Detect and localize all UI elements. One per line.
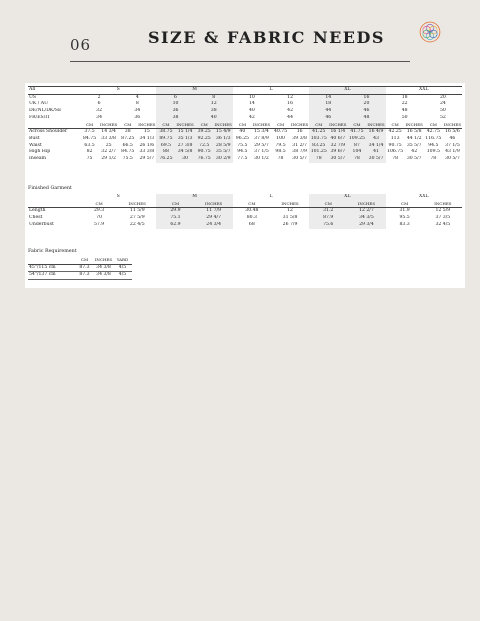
measurement-value: 30 1/2 — [254, 156, 269, 162]
size-value: 16 — [287, 101, 294, 107]
measurement-value: 37 1/5 — [445, 142, 460, 148]
measurement-value: 29 5/7 — [139, 156, 155, 162]
measurement-value: 32 2/7 — [101, 149, 116, 155]
fabric-row — [28, 272, 132, 280]
measurement-value: 16 5/8 — [406, 129, 422, 135]
measurement-value: 16 4/9 — [366, 129, 385, 136]
measurement-value: 40 — [239, 129, 246, 135]
measurement-value: 109.5 — [426, 149, 440, 155]
fabric-requirement-table — [28, 257, 132, 280]
unit-header: CM — [80, 122, 99, 129]
measurement-value: 113 — [390, 135, 400, 141]
measurement-value: 38.75 — [156, 129, 175, 136]
measurement-value: 77.5 — [237, 156, 248, 162]
size-value: 42 — [248, 114, 255, 120]
unit-header: INCHES — [328, 122, 347, 129]
row-label: UK / AU — [29, 101, 48, 107]
measurement-value: 78 — [309, 156, 328, 163]
fg-value: 37 3/5 — [435, 215, 451, 221]
fabric-value: 87.3 — [75, 272, 94, 280]
unit-header-row — [28, 122, 462, 129]
size-value: 50 — [439, 108, 446, 114]
title-divider — [70, 61, 410, 62]
measurement-value: 104 — [347, 149, 366, 156]
unit-header: INCHES — [252, 122, 271, 129]
fg-value: 75.1 — [156, 215, 194, 222]
fg-unit-header: INCHES — [195, 201, 233, 208]
measurement-value: 94.5 — [237, 149, 248, 155]
fabric-row — [28, 264, 132, 272]
size-value: 38 — [156, 115, 194, 122]
fabric-header-inches: INCHES — [94, 257, 113, 264]
fabric-value: 34 3/8 — [94, 272, 113, 280]
row-label: DE/NL/DK/SE — [29, 108, 62, 114]
size-value: 16 — [347, 94, 385, 101]
fg-size-xl: XL — [309, 194, 385, 201]
fabric-requirement-title: Fabric Requirement — [28, 249, 77, 254]
measurement-value: 36 1/3 — [214, 136, 233, 143]
measurement-value: 30 5/7 — [292, 156, 307, 162]
measurement-value: 92.25 — [195, 136, 214, 143]
fg-size-m: M — [156, 194, 232, 201]
measurement-value: 39 6/7 — [328, 149, 347, 156]
measurement-value: 16 1/4 — [328, 129, 347, 136]
fg-value: 83.3 — [399, 221, 410, 227]
measurement-value: 40.75 — [273, 129, 288, 135]
size-value: 18 — [401, 94, 408, 100]
fg-value: 12 5/9 — [435, 208, 451, 214]
fg-unit-header: CM — [80, 201, 118, 208]
size-value: 12 — [195, 101, 233, 108]
measurement-value: 29 1/2 — [101, 156, 116, 162]
measurement-value: 78 — [392, 156, 399, 162]
size-value: 48 — [347, 115, 385, 122]
size-value: 36 — [134, 114, 141, 120]
fg-unit-row — [28, 201, 462, 208]
size-conversion-row — [28, 108, 462, 115]
measurement-value: 69.5 — [156, 143, 175, 150]
measurement-value: 103.75 — [310, 135, 327, 141]
page-number: 06 — [70, 36, 92, 54]
measurement-label: Waist — [29, 142, 42, 148]
measurement-value: 90.75 — [388, 142, 402, 148]
size-conversion-row — [28, 101, 462, 108]
measurement-value: 15 — [143, 129, 150, 135]
fabric-value: 4/5 — [113, 264, 132, 272]
fg-value: 31.2 — [309, 208, 347, 215]
fg-value: 68 — [248, 221, 255, 227]
size-value: 10 — [156, 101, 194, 108]
fabric-value: 4/5 — [113, 272, 132, 280]
fg-value: 80.3 — [246, 215, 257, 221]
fg-unit-header: INCHES — [347, 201, 385, 208]
measurement-value: 75.5 — [122, 156, 133, 162]
measurement-value: 15 1/4 — [176, 129, 195, 136]
measurement-value: 96.25 — [235, 135, 249, 141]
fg-value: 26 7/9 — [282, 221, 298, 227]
measurement-value: 16 5/6 — [445, 129, 460, 135]
measurement-value: 88 — [156, 149, 175, 156]
measurement-value: 46 — [449, 135, 456, 141]
unit-header: INCHES — [366, 122, 385, 129]
measurement-value: 38 — [124, 129, 131, 135]
measurement-value: 63.5 — [84, 142, 95, 148]
measurement-value: 27 3/8 — [176, 143, 195, 150]
measurement-label: Inseam — [29, 156, 46, 162]
fg-unit-header: INCHES — [118, 201, 156, 208]
fg-value: 11 7/9 — [195, 208, 233, 215]
fg-value: 31.9 — [399, 208, 410, 214]
flower-of-life-logo-icon — [419, 21, 441, 43]
size-value: 8 — [195, 94, 233, 101]
all-label: All — [28, 87, 80, 95]
measurement-value: 14 3/4 — [101, 129, 116, 135]
fg-value: 29 3/4 — [347, 222, 385, 229]
measurement-value: 78 — [277, 156, 284, 162]
measurement-value: 30 5/7 — [366, 156, 385, 163]
measurement-value: 30 5/7 — [328, 156, 347, 163]
measurement-value: 39 3/8 — [292, 135, 307, 141]
unit-header: CM — [233, 122, 252, 129]
measurement-label: Bust — [29, 135, 40, 141]
measurement-value: 39.25 — [195, 129, 214, 136]
measurement-value: 72.5 — [195, 143, 214, 150]
fg-value: 30.48 — [245, 208, 259, 214]
fg-label: Underbust — [29, 221, 54, 227]
size-header-row — [28, 87, 462, 95]
size-value: 6 — [156, 94, 194, 101]
measurement-value: 41 — [366, 149, 385, 156]
measurement-value: 37 1/5 — [254, 149, 269, 155]
fg-unit-header: CM — [309, 201, 347, 208]
measurement-value: 76.75 — [195, 156, 214, 163]
size-value: 44 — [287, 114, 294, 120]
fg-unit-header: INCHES — [271, 201, 309, 208]
measurement-row — [28, 136, 462, 143]
measurement-value: 43 1/9 — [445, 149, 460, 155]
measurement-value: 30 2/9 — [214, 156, 233, 163]
size-conversion-row — [28, 115, 462, 122]
size-conversion-row — [28, 94, 462, 101]
measurement-value: 33 3/8 — [101, 135, 116, 141]
fg-value: 29.9 — [156, 208, 194, 215]
size-value: 44 — [309, 108, 347, 115]
fg-value: 31 5/8 — [282, 215, 298, 221]
fabric-label: 54"/137 cm — [28, 272, 75, 280]
fg-value: 75.6 — [309, 222, 347, 229]
size-value: 22 — [401, 101, 408, 107]
unit-header: CM — [424, 122, 443, 129]
measurement-row — [28, 143, 462, 150]
measurement-value: 84.75 — [121, 149, 135, 155]
fg-size-s: S — [116, 194, 120, 199]
measurement-value: 34 1/4 — [366, 143, 385, 150]
measurement-value: 87 — [347, 143, 366, 150]
measurement-value: 25 — [105, 142, 112, 148]
size-value: 32 — [96, 108, 103, 114]
size-value: 46 — [309, 115, 347, 122]
unit-header: INCHES — [443, 122, 462, 129]
measurement-value: 89.75 — [156, 136, 175, 143]
fg-row — [28, 222, 462, 229]
size-value: 20 — [439, 94, 446, 100]
finished-garment-title: Finished Garment — [28, 186, 72, 191]
measurement-value: 35 1/3 — [176, 136, 195, 143]
fg-label: Length — [29, 208, 46, 214]
unit-header: INCHES — [99, 122, 118, 129]
size-value: 14 — [309, 94, 347, 101]
measurement-value: 41.25 — [309, 129, 328, 136]
measurement-value: 26 1/6 — [139, 142, 155, 148]
measurement-value: 66.5 — [122, 142, 133, 148]
size-value: 46 — [347, 108, 385, 115]
measurement-label: Across Shoulder — [29, 129, 68, 135]
size-chart-card — [25, 83, 465, 288]
size-value: 2 — [97, 94, 101, 100]
measurement-value: 79.5 — [275, 142, 286, 148]
measurement-value: 75.5 — [237, 142, 248, 148]
size-l-header: L — [233, 87, 309, 95]
unit-header: CM — [386, 122, 405, 129]
measurement-value: 75 — [86, 156, 93, 162]
measurement-value: 83.25 — [309, 143, 328, 150]
unit-header: INCHES — [405, 122, 424, 129]
fg-value: 12 2/7 — [347, 208, 385, 215]
measurement-value: 82 — [86, 149, 93, 155]
fg-label: Chest — [29, 215, 43, 221]
measurement-value: 42.75 — [426, 129, 440, 135]
fabric-header-yard: YARD — [113, 257, 132, 264]
size-value: 14 — [248, 101, 255, 107]
size-value: 34 — [96, 114, 103, 120]
fg-value: 95.5 — [399, 215, 410, 221]
fg-value: 29.3 — [93, 208, 105, 214]
measurement-value: 84.75 — [82, 135, 97, 141]
fabric-value: 87.3 — [75, 264, 94, 272]
fabric-value: 34 3/8 — [94, 264, 113, 272]
measurement-value: 98.5 — [275, 149, 286, 155]
size-value: 10 — [248, 94, 255, 100]
unit-header: CM — [118, 122, 137, 129]
size-value: 40 — [195, 115, 233, 122]
row-label: FR/ES/IT — [29, 114, 51, 120]
measurement-value: 35 5/7 — [214, 149, 233, 156]
measurement-value: 30 5/7 — [406, 156, 422, 162]
unit-header: INCHES — [176, 122, 195, 129]
fg-value: 27 5/9 — [129, 215, 145, 221]
unit-header: INCHES — [290, 122, 309, 129]
size-value: 6 — [97, 101, 101, 107]
fg-value: 11 5/9 — [129, 208, 145, 214]
size-s-header: S — [80, 87, 156, 95]
fg-value: 57.9 — [93, 221, 105, 227]
measurement-value: 87.25 — [121, 135, 135, 141]
size-value: 36 — [156, 108, 194, 115]
measurement-row — [28, 129, 462, 136]
measurement-value: 116.75 — [425, 135, 442, 141]
measurement-value: 15 3/4 — [254, 129, 269, 135]
size-value: 18 — [309, 101, 347, 108]
unit-header: CM — [195, 122, 214, 129]
measurement-value: 41.75 — [347, 129, 366, 136]
fg-value: 22 4/5 — [129, 221, 145, 227]
measurement-value: 100 — [276, 135, 285, 141]
size-xl-header: XL — [309, 87, 385, 95]
unit-header: CM — [309, 122, 328, 129]
measurement-value: 78 — [430, 156, 437, 162]
measurement-value: 16 — [296, 129, 303, 135]
unit-header: CM — [271, 122, 290, 129]
measurement-row — [28, 149, 462, 156]
measurement-value: 28 5/9 — [214, 143, 233, 150]
measurement-value: 40 6/7 — [328, 136, 347, 143]
fg-size-row — [28, 194, 462, 201]
fg-value: 87.9 — [309, 215, 347, 222]
size-value: 40 — [248, 108, 255, 114]
measurement-value: 32 7/9 — [328, 143, 347, 150]
measurement-value: 94.5 — [428, 142, 439, 148]
measurement-value: 30 5/7 — [445, 156, 460, 162]
unit-header: CM — [347, 122, 366, 129]
fg-value: 29 4/7 — [195, 215, 233, 222]
measurement-value: 29 5/7 — [254, 142, 269, 148]
measurement-value: 106.75 — [387, 149, 404, 155]
fg-value: 62.9 — [156, 222, 194, 229]
size-value: 8 — [135, 101, 139, 107]
fabric-header-cm: CM — [75, 257, 94, 264]
fabric-header-row — [28, 257, 132, 264]
size-value: 38 — [195, 108, 233, 115]
unit-header: CM — [156, 122, 175, 129]
unit-header: INCHES — [137, 122, 156, 129]
fg-unit-header: INCHES — [424, 201, 462, 208]
fg-row — [28, 215, 462, 222]
fg-value: 24 3/4 — [195, 222, 233, 229]
fg-unit-header: CM — [156, 201, 194, 208]
fg-value: 12 — [287, 208, 293, 214]
size-value: 42 — [287, 108, 294, 114]
measurement-value: 35 5/7 — [406, 142, 422, 148]
size-value: 12 — [287, 94, 294, 100]
size-conversion-table — [28, 86, 462, 163]
measurement-value: 15 4/9 — [214, 129, 233, 136]
measurement-value: 33 3/8 — [139, 149, 155, 155]
measurement-value: 42.25 — [388, 129, 402, 135]
measurement-value: 76.25 — [156, 156, 175, 163]
measurement-value: 109.25 — [348, 135, 365, 141]
measurement-row — [28, 156, 462, 163]
row-label: US — [29, 94, 37, 100]
fg-value: 70 — [96, 215, 103, 221]
size-value: 48 — [401, 108, 408, 114]
measurement-value: 90.75 — [195, 149, 214, 156]
size-value: 4 — [135, 94, 139, 100]
finished-garment-table — [28, 194, 462, 229]
size-value: 24 — [439, 101, 446, 107]
page-title: SIZE & FABRIC NEEDS — [148, 28, 385, 47]
measurement-value: 44 1/2 — [406, 135, 422, 141]
measurement-value: 42 — [411, 149, 418, 155]
unit-header: INCHES — [214, 122, 233, 129]
measurement-value: 37.5 — [84, 129, 95, 135]
measurement-value: 34 1/3 — [139, 135, 155, 141]
fabric-label: 45"/115 cm — [28, 264, 75, 272]
fg-size-l: L — [269, 194, 273, 199]
measurement-value: 37 8/9 — [254, 135, 269, 141]
size-value: 34 — [134, 108, 141, 114]
measurement-value: 38 7/9 — [292, 149, 307, 155]
measurement-label: High Hip — [29, 149, 51, 155]
measurement-value: 43 — [366, 136, 385, 143]
size-value: 52 — [439, 114, 446, 120]
size-m-header: M — [156, 87, 232, 95]
fg-value: 32 4/5 — [435, 221, 451, 227]
measurement-value: 30 — [176, 156, 195, 163]
fg-size-xxl: XXL — [418, 194, 429, 199]
fg-unit-header: CM — [386, 201, 424, 208]
measurement-value: 78 — [347, 156, 366, 163]
size-xxl-header: XXL — [386, 87, 462, 95]
measurement-value: 31 2/7 — [292, 142, 307, 148]
size-value: 50 — [401, 114, 408, 120]
fg-row — [28, 208, 462, 215]
measurement-value: 101.25 — [310, 149, 327, 155]
fg-unit-header: CM — [233, 201, 271, 208]
fg-value: 34 3/5 — [347, 215, 385, 222]
size-value: 20 — [347, 101, 385, 108]
measurement-value: 34 5/8 — [176, 149, 195, 156]
